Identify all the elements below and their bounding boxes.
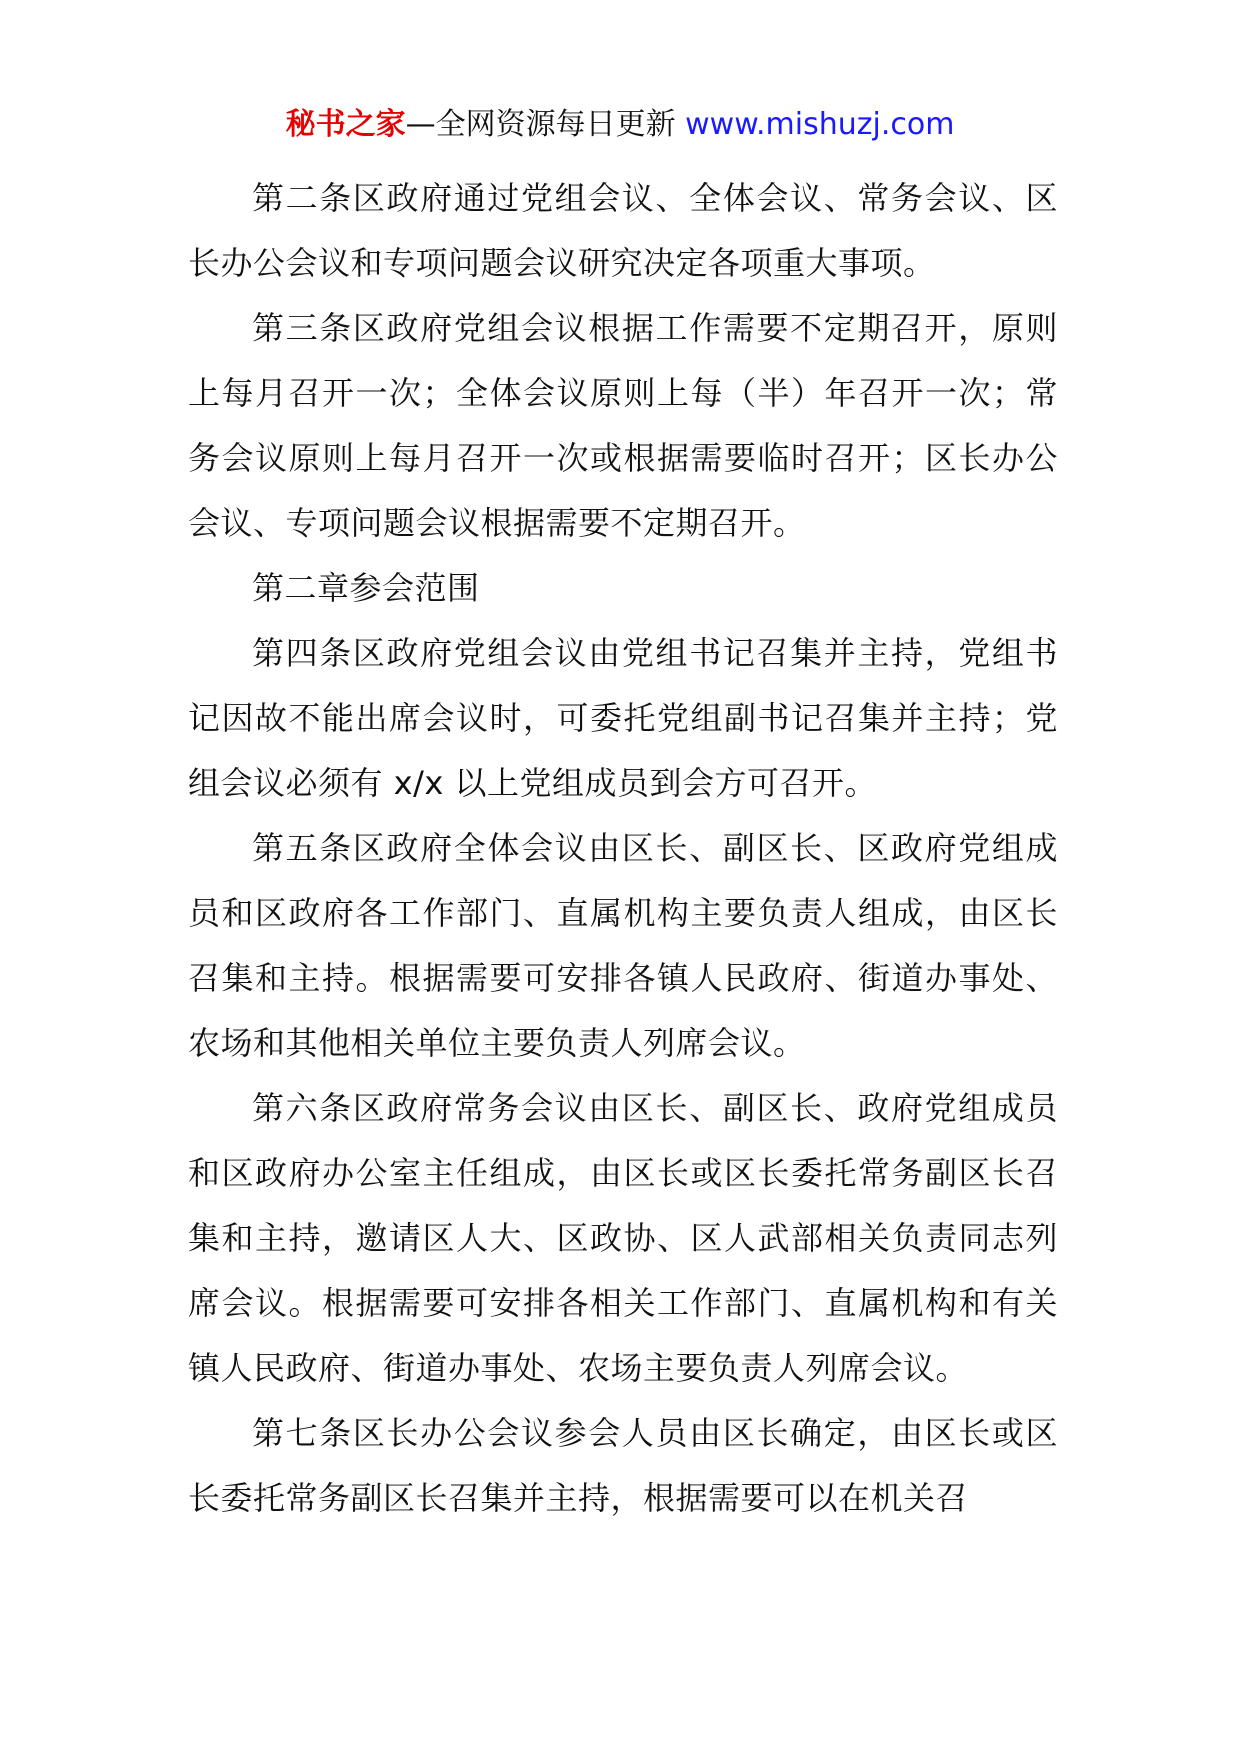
- brand-name: 秘书之家: [285, 107, 406, 142]
- site-url-link[interactable]: www.mishuzj.com: [685, 107, 955, 142]
- article-2-paragraph: 第二条区政府通过党组会议、全体会议、常务会议、区长办公会议和专项问题会议研究决定各项重大事项。: [188, 179, 1058, 282]
- article-4-paragraph: 第四条区政府党组会议由党组书记召集并主持，党组书记因故不能出席会议时，可委托党组副书记召集并主持；党组会议必须有 x/x 以上党组成员到会方可召开。: [188, 634, 1058, 802]
- article-6-paragraph: 第六条区政府常务会议由区长、副区长、政府党组成员和区政府办公室主任组成，由区长或区长委托常务副区长召集和主持，邀请区人大、区政协、区人武部相关负责同志列席会议。根据需要可安排各相关工作部门、直属机构和有关镇人民政府、街道办事处、农场主要负责人列席会议。: [188, 1089, 1058, 1387]
- article-7-paragraph: 第七条区长办公会议参会人员由区长确定，由区长或区长委托常务副区长召集并主持，根据需要可以在机关召: [188, 1414, 1058, 1517]
- header-tagline: —全网资源每日更新: [405, 107, 676, 142]
- article-5-paragraph: 第五条区政府全体会议由区长、副区长、区政府党组成员和区政府各工作部门、直属机构主要负责人组成，由区长召集和主持。根据需要可安排各镇人民政府、街道办事处、农场和其他相关单位主要负责人列席会议。: [188, 829, 1058, 1062]
- document-body: [188, 166, 1058, 1531]
- page-header: [0, 103, 1240, 147]
- chapter-2-heading: 第二章参会范围: [252, 569, 480, 607]
- article-3-paragraph: 第三条区政府党组会议根据工作需要不定期召开，原则上每月召开一次；全体会议原则上每（半）年召开一次；常务会议原则上每月召开一次或根据需要临时召开；区长办公会议、专项问题会议根据需要不定期召开。: [188, 309, 1058, 542]
